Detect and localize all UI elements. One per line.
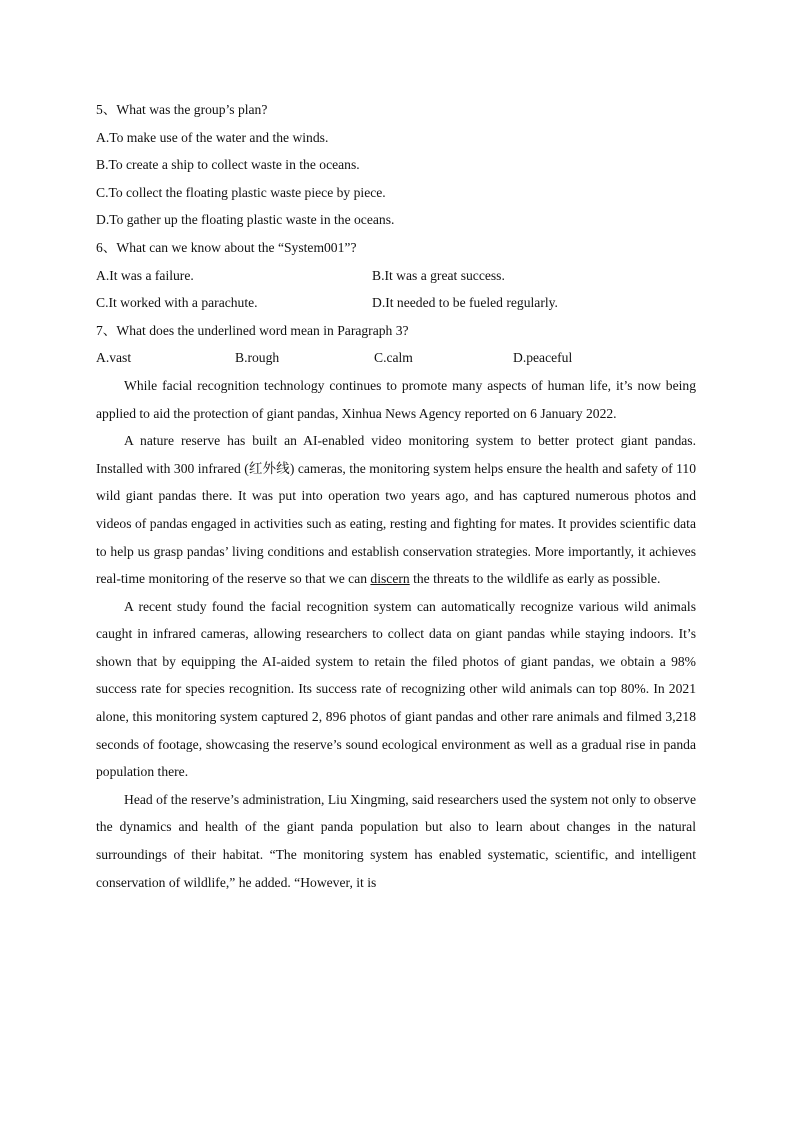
question-7-stem: 7、What does the underlined word mean in Paragraph 3? [96, 322, 409, 338]
passage-paragraph-2-text-end: the threats to the wildlife as early as possible. [409, 571, 661, 587]
question-7-option-b: B.rough [235, 350, 280, 366]
question-7-options [96, 344, 696, 372]
question-6-option-b: B.It was a great success. [372, 267, 505, 283]
question-6-option-a: A.It was a failure. [96, 267, 194, 283]
passage-paragraph-1: While facial recognition technology continues to promote many aspects of human life, it’s now being applied to aid the protection of giant pandas, Xinhua News Agency reported on 6 January 2022. [96, 377, 696, 421]
question-6-options-row-1 [96, 262, 696, 290]
question-6-option-c: C.It worked with a parachute. [96, 295, 258, 311]
question-5-stem: 5、What was the group’s plan? [96, 102, 268, 117]
question-7-option-d: D.peaceful [513, 350, 573, 366]
question-5-option-c: C.To collect the floating plastic waste piece by piece. [96, 184, 386, 200]
question-5-option-a: A.To make use of the water and the winds. [96, 129, 329, 145]
question-6-options-row-2 [96, 289, 696, 317]
passage-paragraph-2 [96, 427, 696, 593]
passage-paragraph-3: A recent study found the facial recognition system can automatically recognize various wild animals caught in infrared cameras, allowing researchers to collect data on giant pandas while staying indoors. It’s shown that by equipping the AI-aided system to retain the filed photos of giant pandas, we obtain a 98% success rate for species recognition. Its success rate of recognizing other wild animals can top 80%. In 2021 alone, this monitoring system captured 2, 896 photos of giant pandas and other rare animals and filmed 3,218 seconds of footage, showcasing the reserve’s sound ecological environment as well as a gradual rise in panda population there. [96, 598, 696, 780]
passage-paragraph-2-text-start: A nature reserve has built an AI-enabled video monitoring system to better protect giant pandas. Installed with 300 infrared (红外线) cameras, the monitoring system helps ensure the health and safety of 110 wild giant pandas there. It was put into operation two years ago, and has captured numerous photos and videos of pandas engaged in activities such as eating, resting and fighting for mates. It provides scientific data to help us grasp pandas’ living conditions and establish conservation strategies. More importantly, it achieves real-time monitoring of the reserve so that we can [96, 433, 696, 587]
passage-paragraph-4: Head of the reserve’s administration, Liu Xingming, said researchers used the system not only to observe the dynamics and health of the giant panda population but also to learn about changes in the natural surroundings of their habitat. “The monitoring system has enabled systematic, scientific, and intelligent conservation of wildlife,” he added. “However, it is [96, 791, 696, 890]
question-7-option-a: A.vast [96, 350, 132, 366]
question-6-option-d: D.It needed to be fueled regularly. [372, 295, 558, 311]
question-6-stem: 6、What can we know about the “System001”? [96, 239, 357, 255]
question-5-option-b: B.To create a ship to collect waste in the oceans. [96, 157, 360, 173]
document-content [96, 96, 696, 896]
underlined-word: discern [370, 571, 410, 587]
question-7-option-c: C.calm [374, 350, 413, 366]
question-5-option-d: D.To gather up the floating plastic waste in the oceans. [96, 212, 395, 228]
